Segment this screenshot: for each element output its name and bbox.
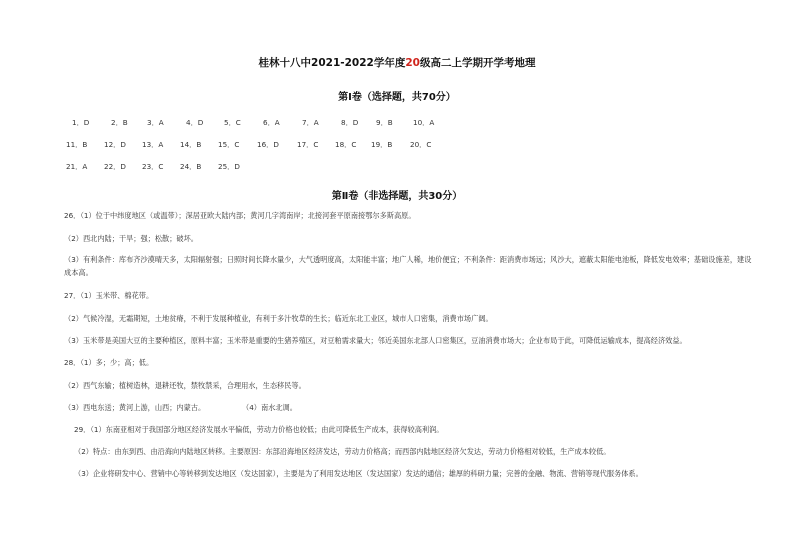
answer-item: 16．D [257,140,279,149]
q26-part2: （2）西北内陆；干旱；强；松散；破坏。 [64,234,198,243]
q29-part3: （3）企业将研发中心、营销中心等转移到发达地区（发达国家），主要是为了利用发达地区（发达国家）发达的通信；雄厚的科研力量；完善的金融、物流、营销等现代服务体系。 [74,469,643,478]
answer-row-2 [0,140,794,152]
answer-item: 18．C [335,140,357,149]
q29-part1: 29．（1）东南亚相对于我国部分地区经济发展水平偏低，劳动力价格也较低；由此可降低生产成本，获得较高利润。 [74,425,444,434]
answer-item: 12．D [104,140,126,149]
answer-item: 14．B [180,140,202,149]
answer-item: 4．D [186,118,204,127]
answer-item: 3．A [147,118,164,127]
title-prefix: 桂林十八中2021-2022学年度 [258,57,406,69]
q29-part2: （2）特点：由东到西、由沿海向内陆地区转移。主要原因：东部沿海地区经济发达，劳动力价格高；而西部内陆地区经济欠发达，劳动力价格相对较低，生产成本较低。 [74,447,611,456]
answer-item: 6．A [263,118,280,127]
q28-part4: （4）南水北调。 [242,403,297,412]
q27-part2: （2）气候冷湿，无霜期短，土地贫瘠，不利于发展种植业，有利于多汁牧草的生长；临近东北工业区，城市人口密集，消费市场广阔。 [64,314,493,323]
answer-item: 1．D [72,118,90,127]
q26-part3: （3）有利条件：库布齐沙漠晴天多，太阳辐射强；日照时间长降水量少，大气透明度高，太阳能丰富；地广人稀，地价便宜；不利条件：距消费市场远；风沙大，遮蔽太阳能电池板，降低发电效率；基础设施差，建设成本高。 [64,255,752,277]
answer-item: 22．D [104,162,126,171]
answer-row-1 [0,118,794,130]
q27-part3: （3）玉米带是美国大豆的主要种植区，原料丰富；玉米带是重要的生猪养殖区，对豆粕需求量大；邻近美国东北部人口密集区，豆油消费市场大；企业布局于此，可降低运输成本，提高经济效益。 [64,336,687,345]
answer-item: 20．C [410,140,432,149]
q28-part1: 28．（1）多；少；高；低。 [64,358,154,367]
answer-item: 8．D [341,118,359,127]
answer-item: 25．D [218,162,240,171]
title-highlight: 20 [405,57,420,69]
answer-item: 13．A [142,140,164,149]
answer-item: 10．A [413,118,435,127]
answer-item: 23．C [142,162,164,171]
q27-part1: 27．（1）玉米带、棉花带。 [64,291,154,300]
answer-item: 24．B [180,162,202,171]
answer-item: 17．C [297,140,319,149]
answer-item: 19．B [371,140,393,149]
part1-heading: 第Ⅰ卷（选择题，共70分） [338,92,456,103]
title-suffix: 级高二上学期开学考地理 [419,57,536,69]
answer-item: 5．C [224,118,241,127]
answer-item: 15．C [218,140,240,149]
answer-row-3 [0,162,794,174]
q26-part1: 26．（1）位于中纬度地区（或温带）；深居亚欧大陆内部；黄河几字湾南岸；北接河套平原南接鄂尔多斯高原。 [64,211,416,220]
q28-part3: （3）西电东送；黄河上游，山西；内蒙古。 [64,403,206,412]
part2-heading: 第Ⅱ卷（非选择题，共30分） [331,191,463,202]
answer-item: 2．B [111,118,128,127]
page-title [0,55,794,70]
answer-item: 21．A [66,162,88,171]
answer-item: 7．A [302,118,319,127]
answer-item: 9．B [376,118,393,127]
q28-part2: （2）西气东输；植树造林，退耕还牧，禁牧禁采，合理用水，生态移民等。 [64,381,306,390]
answer-item: 11．B [66,140,88,149]
